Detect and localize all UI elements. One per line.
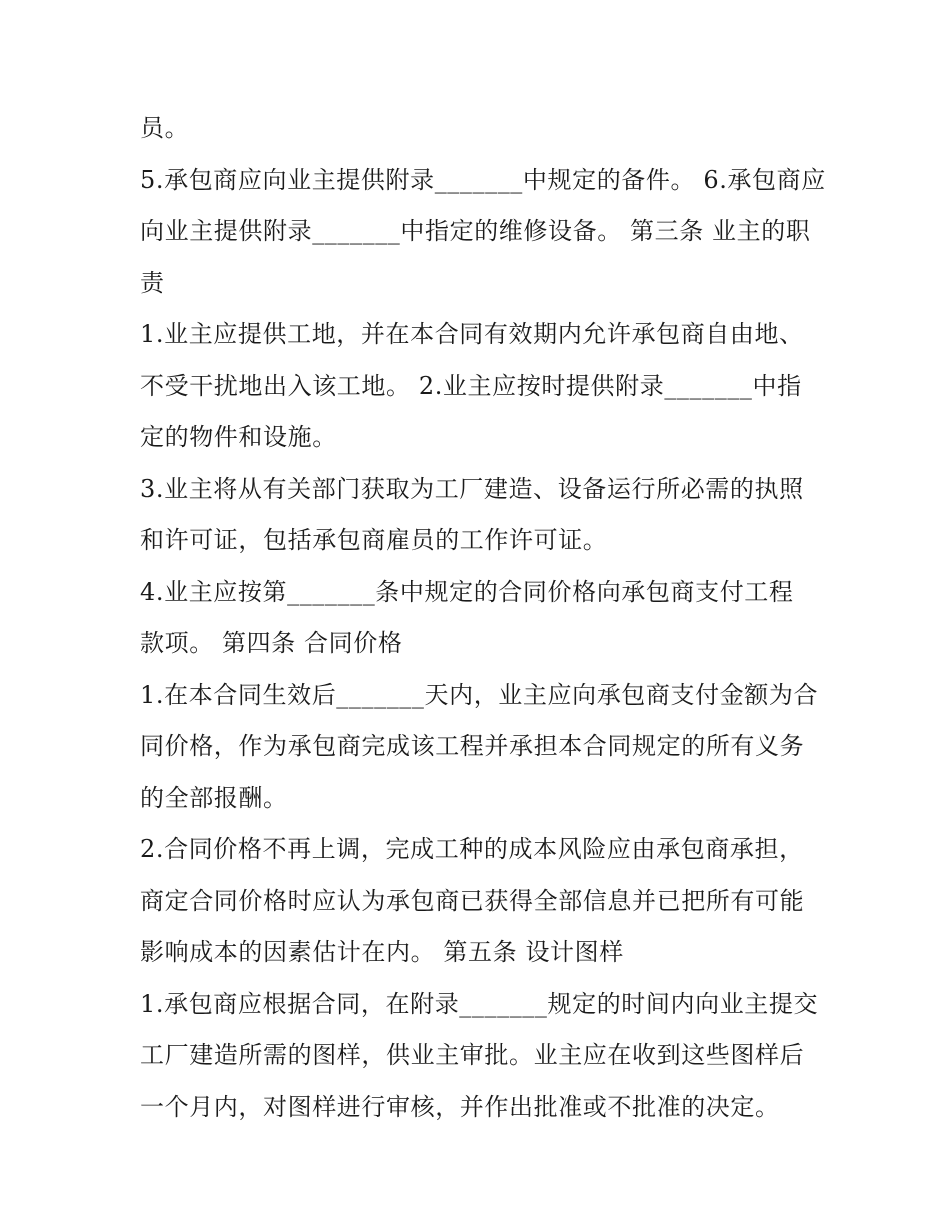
text-line: 2.合同价格不再上调，完成工种的成本风险应由承包商承担， <box>140 835 804 863</box>
text-line: 同价格，作为承包商完成该工程并承担本合同规定的所有义务 <box>140 732 805 760</box>
text-line: 责 <box>140 268 165 297</box>
text-line: 1.承包商应根据合同，在附录_______规定的时间内向业主提交 <box>140 989 819 1018</box>
text-line: 影响成本的因素估计在内。 第五条 设计图样 <box>140 938 624 966</box>
text-line: 的全部报酬。 <box>140 783 288 812</box>
text-line: 定的物件和设施。 <box>140 423 337 451</box>
text-line: 员。 <box>140 114 190 142</box>
text-line: 4.业主应按第_______条中规定的合同价格向承包商支付工程 <box>140 577 794 606</box>
document-body <box>140 108 826 1138</box>
text-line: 一个月内，对图样进行审核，并作出批准或不批准的决定。 <box>140 1092 780 1121</box>
text-line: 不受干扰地出入该工地。 2.业主应按时提供附录_______中指 <box>140 371 802 400</box>
text-line: 工厂建造所需的图样，供业主审批。业主应在收到这些图样后 <box>140 1041 805 1069</box>
text-line: 5.承包商应向业主提供附录_______中规定的备件。 6.承包商应 <box>140 165 826 194</box>
text-line: 3.业主将从有关部门获取为工厂建造、设备运行所必需的执照 <box>140 474 804 503</box>
text-line: 款项。 第四条 合同价格 <box>140 629 403 657</box>
text-line: 向业主提供附录_______中指定的维修设备。 第三条 业主的职 <box>140 217 811 245</box>
text-line: 1.业主应提供工地，并在本合同有效期内允许承包商自由地、 <box>140 320 804 348</box>
text-line: 和许可证，包括承包商雇员的工作许可证。 <box>140 526 608 554</box>
text-line: 1.在本合同生效后_______天内，业主应向承包商支付金额为合 <box>140 680 819 709</box>
text-line: 商定合同价格时应认为承包商已获得全部信息并已把所有可能 <box>140 886 805 915</box>
